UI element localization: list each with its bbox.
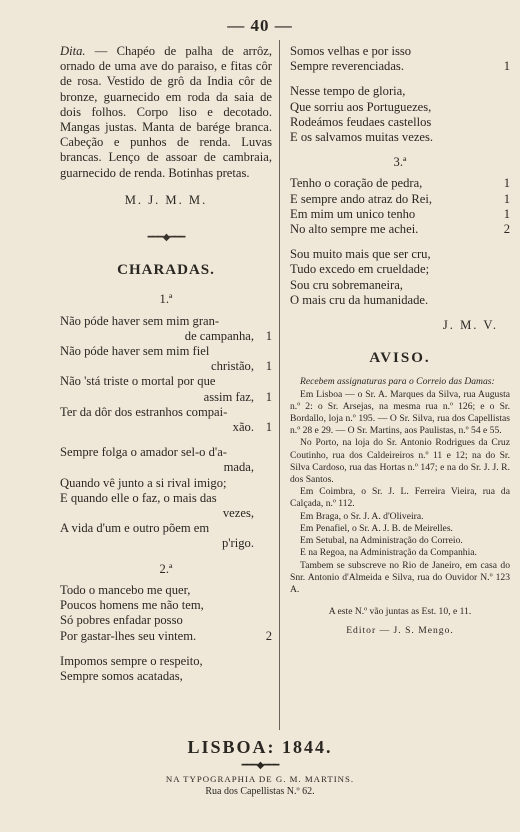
verse-line <box>290 262 510 277</box>
verse-text: Sempre somos acatadas, <box>60 668 183 683</box>
charadas-title: CHARADAS. <box>117 262 215 279</box>
syllable-count <box>260 583 272 598</box>
syllable-count: 1 <box>265 359 272 374</box>
aviso-paragraph: E na Regoa, na Administração da Companhia. <box>300 547 477 559</box>
verse-line <box>60 445 272 460</box>
syllable-count: 2 <box>265 628 272 643</box>
verse-line <box>60 359 272 374</box>
syllable-count <box>260 476 272 491</box>
verse-line <box>290 84 510 99</box>
verse-text: vezes, <box>222 506 254 521</box>
signature-right: J. M. V. <box>442 318 498 333</box>
syllable-count <box>498 130 510 145</box>
verse-line <box>290 44 510 59</box>
left-column <box>60 44 272 694</box>
aviso-notice <box>290 376 510 596</box>
verse-line <box>60 521 272 536</box>
charada-1-stanza-b <box>60 445 272 551</box>
verse-line <box>60 669 272 684</box>
syllable-count <box>260 506 272 521</box>
verse-line <box>60 314 272 329</box>
syllable-count <box>498 44 510 59</box>
aviso-intro: Recebem assignaturas para o Correio das Damas: <box>300 376 495 388</box>
syllable-count: 1 <box>503 176 510 191</box>
syllable-count <box>498 100 510 115</box>
verse-text: Sempre folga o amador sel-o d'a- <box>60 445 227 460</box>
printer-line: NA TYPOGRAPHIA DE G. M. MARTINS. <box>165 774 355 784</box>
charada-2-number: 2.ª <box>159 561 173 576</box>
syllable-count: 1 <box>503 59 510 74</box>
verse-line <box>290 115 510 130</box>
syllable-count <box>498 84 510 99</box>
verse-text: Poucos homens me não tem, <box>60 598 204 613</box>
dita-text: — Chapéo de palha de arrôz, ornado de uma ave do paraiso, e fitas côr de rosa. Vestido de grô da India côr de bronze, guarnecido em roda da saia de dois folhos. Corpo liso e decotado. Mangas justas. Manta de barége branca. Cabeção e punhos de renda. Luvas brancas. Lenço de assoar de cambraia, guarnecido de renda. Botinhas pretas. <box>60 44 272 180</box>
verse-text: Sou muito mais que ser cru, <box>290 247 431 262</box>
charada-3-number: 3.ª <box>393 155 407 170</box>
verse-text: O mais cru da humanidade. <box>290 292 429 307</box>
verse-line <box>60 405 272 420</box>
aviso-title: AVISO. <box>369 350 431 367</box>
verse-line <box>290 207 510 222</box>
dita-label: Dita. <box>60 44 86 58</box>
syllable-count <box>260 669 272 684</box>
aviso-paragraph: Em Lisboa — o Sr. A. Marques da Silva, rua Augusta n.º 2: o Sr. Arsejas, na mesma rua n.º 126; e o Sr. Bordallo, loja n.º 195. — O Sr. Silva, rua dos Capellistas n.º 28 e 29. — O Sr. Martins, aos Paulistas, n.º 54 e 55. <box>290 388 510 437</box>
syllable-count <box>498 247 510 262</box>
verse-text: Somos velhas e por isso <box>290 44 412 58</box>
syllable-count: 1 <box>503 206 510 221</box>
verse-line <box>290 176 510 191</box>
editor-line: Editor — J. S. Mengo. <box>346 625 454 637</box>
syllable-count <box>260 405 272 420</box>
printer-address: Rua dos Capellistas N.º 62. <box>205 786 315 797</box>
verse-text: Tudo excedo em crueldade; <box>290 262 430 277</box>
syllable-count <box>260 374 272 389</box>
syllable-count <box>260 491 272 506</box>
verse-line <box>290 59 510 74</box>
charada-3-stanza-a <box>290 176 510 237</box>
signature-left: M. J. M. M. <box>124 192 208 207</box>
syllable-count <box>498 115 510 130</box>
syllable-count: 1 <box>265 328 272 343</box>
foot-note: A este N.º vão juntas as Est. 10, e 11. <box>328 606 472 618</box>
verse-line <box>60 654 272 669</box>
ornament-rule: ━━━◆━━━ <box>147 232 185 244</box>
verse-line <box>60 420 272 435</box>
verse-line <box>60 491 272 506</box>
syllable-count: 1 <box>265 420 272 435</box>
aviso-paragraph: No Porto, na loja do Sr. Antonio Rodrigues da Cruz Coutinho, rua dos Caldeireiros n.º 11 e 12; na do Sr. Silva Cardoso, rua das Hortas n.º 147; e na do Sr. J. J. R. dos Santos. <box>290 437 510 486</box>
verse-text: Não póde haver sem mim gran- <box>60 313 220 328</box>
verse-text: Nesse tempo de gloria, <box>290 84 406 99</box>
syllable-count: 2 <box>503 222 510 237</box>
verse-line <box>60 536 272 551</box>
verse-text: de campanha, <box>184 328 254 343</box>
verse-line <box>60 344 272 359</box>
verse-line <box>290 130 510 145</box>
aviso-paragraph: Em Coimbra, o Sr. J. L. Ferreira Vieira, rua da Calçada, n.º 112. <box>290 486 510 510</box>
aviso-paragraph: Tambem se subscreve no Rio de Janeiro, em casa do Snr. Antonio d'Almeida e Silva, rua do Ouvidor N.º 123 A. <box>290 559 510 595</box>
verse-text: Impomos sempre o respeito, <box>60 653 203 668</box>
verse-line <box>60 506 272 521</box>
charada-1-stanza-a <box>60 314 272 436</box>
syllable-count <box>260 536 272 551</box>
syllable-count <box>260 460 272 475</box>
syllable-count <box>498 293 510 308</box>
verse-text: Ter da dôr dos estranhos compai- <box>60 404 228 419</box>
dita-paragraph <box>60 44 272 181</box>
syllable-count: 1 <box>503 191 510 206</box>
verse-line <box>290 278 510 293</box>
aviso-paragraph: Em Penafiel, o Sr. A. J. B. de Meirelles. <box>300 522 453 534</box>
charada-2-stanza-b <box>60 654 272 684</box>
verse-text: Sou cru sobremaneira, <box>290 277 403 292</box>
verse-line <box>60 476 272 491</box>
verse-text: E os salvamos muitas vezes. <box>290 130 434 145</box>
verse-line <box>60 613 272 628</box>
syllable-count <box>260 445 272 460</box>
verse-line <box>290 192 510 207</box>
verse-line <box>290 247 510 262</box>
verse-line <box>290 222 510 237</box>
syllable-count <box>498 262 510 277</box>
city-year-imprint: LISBOA: 1844. <box>187 737 333 757</box>
verse-text: Tenho o coração de pedra, <box>290 176 423 191</box>
verse-line <box>60 460 272 475</box>
verse-text: A vida d'um e outro põem em <box>60 521 210 536</box>
aviso-paragraph: Em Braga, o Sr. J. A. d'Oliveira. <box>300 510 424 522</box>
footer-ornament: ━━━◆━━━ <box>241 760 279 771</box>
verse-text: Sempre reverenciadas. <box>290 59 404 74</box>
verse-text: christão, <box>210 359 254 374</box>
charada-3-stanza-b <box>290 247 510 308</box>
syllable-count <box>260 654 272 669</box>
charada-2-stanza-d <box>290 84 510 145</box>
verse-text: Quando vê junto a si rival imigo; <box>60 475 227 490</box>
verse-text: Rodeámos feudaes castellos <box>290 114 432 129</box>
syllable-count <box>260 344 272 359</box>
right-column <box>290 44 510 639</box>
syllable-count: 1 <box>265 389 272 404</box>
syllable-count <box>260 314 272 329</box>
verse-text: No alto sempre me achei. <box>290 222 419 237</box>
verse-text: xão. <box>232 420 254 435</box>
verse-line <box>60 598 272 613</box>
verse-text: Por gastar-lhes seu vintem. <box>60 628 197 643</box>
verse-line <box>60 583 272 598</box>
aviso-paragraph: Em Setubal, na Administração do Correio. <box>300 535 463 547</box>
page-number: — 40 — <box>227 16 293 35</box>
verse-text: Em mim um unico tenho <box>290 206 416 221</box>
syllable-count <box>260 521 272 536</box>
verse-text: Não 'stá triste o mortal por que <box>60 374 216 389</box>
verse-text: Não póde haver sem mim fiel <box>60 344 210 359</box>
verse-line <box>60 629 272 644</box>
verse-line <box>60 329 272 344</box>
verse-line <box>290 100 510 115</box>
verse-text: Só pobres enfadar posso <box>60 613 183 628</box>
verse-line <box>60 390 272 405</box>
verse-text: Todo o mancebo me quer, <box>60 582 191 597</box>
charada-2-stanza-a <box>60 583 272 644</box>
verse-line <box>290 293 510 308</box>
verse-text: p'rigo. <box>221 536 254 551</box>
verse-text: Que sorriu aos Portuguezes, <box>290 99 432 114</box>
syllable-count <box>260 598 272 613</box>
verse-text: E sempre ando atraz do Rei, <box>290 191 432 206</box>
column-divider <box>279 40 280 730</box>
syllable-count <box>498 278 510 293</box>
verse-text: E quando elle o faz, o mais das <box>60 490 217 505</box>
charada-2-stanza-c <box>290 44 510 74</box>
verse-text: mada, <box>223 460 254 475</box>
verse-line <box>60 374 272 389</box>
verse-text: assim faz, <box>203 389 254 404</box>
aviso-paragraphs <box>290 389 510 596</box>
charada-1-number: 1.ª <box>159 292 173 307</box>
syllable-count <box>260 613 272 628</box>
